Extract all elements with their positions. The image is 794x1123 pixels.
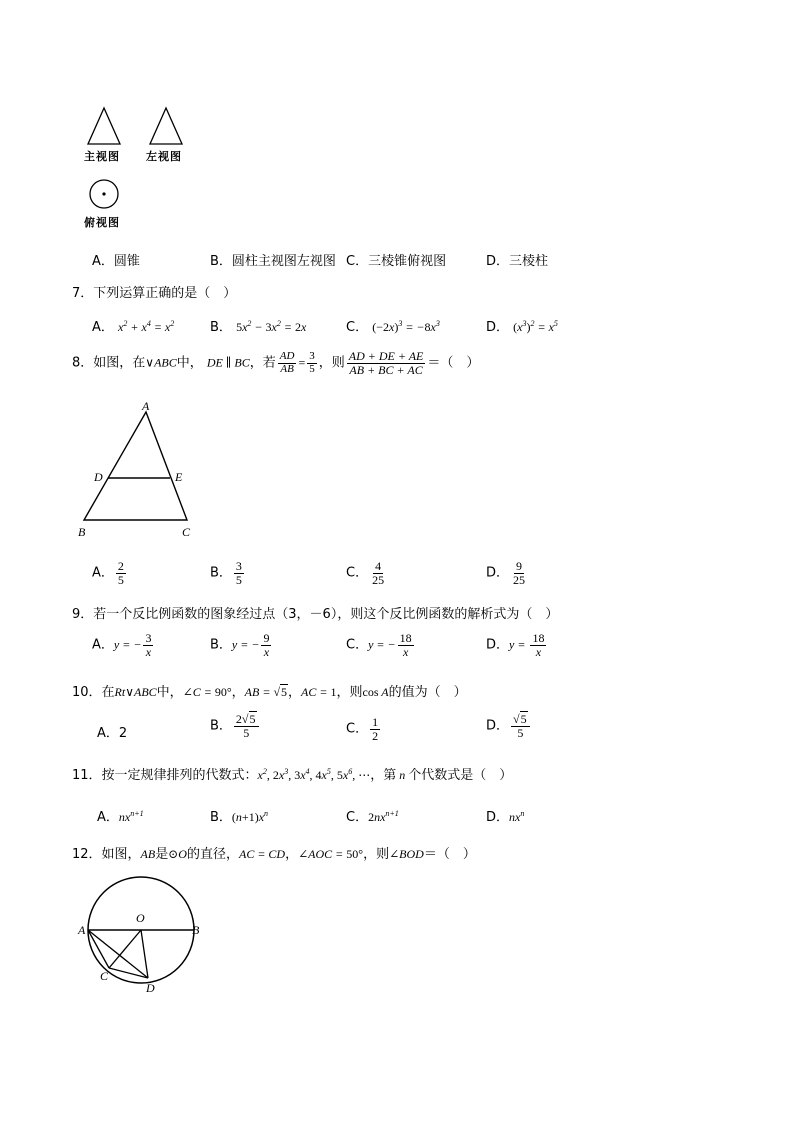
top-view-label: 俯视图 xyxy=(84,216,120,229)
q7-option-a[interactable]: A． $x^2 + x^4 = x^2$ xyxy=(92,319,175,335)
fig-label-d: D xyxy=(94,470,103,484)
q9-option-c[interactable]: C．y = − $\frac{18}{x}$ xyxy=(346,631,412,659)
q11-option-b[interactable]: B．$(n+1)x^n$ xyxy=(210,809,269,825)
q10-option-a[interactable]: A．2 xyxy=(97,726,128,741)
left-view-label: 左视图 xyxy=(146,150,182,163)
q8-option-c[interactable]: C． $\frac{4}{25}$ xyxy=(346,559,385,587)
q10-option-b[interactable]: B． $\frac{2√5}{5}$ xyxy=(210,713,261,739)
q8-triangle-figure xyxy=(72,398,202,543)
front-view-label: 主视图 xyxy=(84,150,120,163)
q11-stem: 11．按一定规律排列的代数式：$x^2$, $2x^3$, $3x^4$, $4x^5$, $5x^6$, ⋯，第 n 个代数式是（ ） xyxy=(72,767,513,783)
q10-option-c[interactable]: C． $\frac{1}{2}$ xyxy=(346,715,379,743)
fig-label-b: B xyxy=(192,923,200,937)
fig-label-e: E xyxy=(175,470,183,484)
q7-option-c[interactable]: C． $(-2x)^3 = -8x^3$ xyxy=(346,319,440,335)
q12-stem: 12．如图，AB是⊙O的直径，AC = CD，∠AOC = 50°，则∠BOD＝（ ） xyxy=(72,847,476,862)
q6-option-b[interactable]: B．圆柱主视图左视图 xyxy=(210,254,336,269)
q7-option-b[interactable]: B． $5x^2 - 3x^2 = 2x$ xyxy=(210,319,307,335)
segment-oc xyxy=(109,930,141,968)
q8-option-d[interactable]: D． $\frac{9}{25}$ xyxy=(486,559,526,587)
triangle-abc xyxy=(84,412,187,520)
q12-circle-figure xyxy=(76,872,206,997)
fig-label-b: B xyxy=(78,525,86,539)
q10-stem: 10．在Rt∨ABC中，∠C = 90°，AB = √5，AC = 1，则cos A的值为（ ） xyxy=(72,685,467,700)
fig-label-a: A xyxy=(78,923,86,937)
q11-option-c[interactable]: C．$2nx^{n+1}$ xyxy=(346,809,399,825)
fig-label-o: O xyxy=(136,911,145,925)
q9-option-d[interactable]: D．y = $\frac{18}{x}$ xyxy=(486,631,545,659)
q11-option-a[interactable]: A．$nx^{n+1}$ xyxy=(97,809,144,825)
q10-option-d[interactable]: D． $\frac{√5}{5}$ xyxy=(486,713,532,739)
segment-od xyxy=(141,930,148,978)
q8-option-a[interactable]: A． $\frac{2}{5}$ xyxy=(92,559,124,587)
q6-option-c[interactable]: C．三棱锥俯视图 xyxy=(346,254,447,269)
three-views-figure xyxy=(78,104,198,229)
fig-label-c: C xyxy=(100,969,109,983)
q7-option-d[interactable]: D． $(x^3)^2 = x^5$ xyxy=(486,319,558,335)
q9-option-b[interactable]: B．y = − $\frac{9}{x}$ xyxy=(210,631,270,659)
fig-label-c: C xyxy=(182,525,191,539)
q6-option-a[interactable]: A．圆锥 xyxy=(92,254,140,269)
q6-option-d[interactable]: D．三棱柱 xyxy=(486,254,549,269)
q9-option-a[interactable]: A．y = − $\frac{3}{x}$ xyxy=(92,631,152,659)
q7-stem: 7．下列运算正确的是（ ） xyxy=(72,286,237,301)
fig-label-a: A xyxy=(142,399,150,413)
fig-label-d: D xyxy=(146,981,155,995)
q8-option-b[interactable]: B． $\frac{3}{5}$ xyxy=(210,559,242,587)
top-view-center-dot xyxy=(102,192,105,195)
q9-stem: 9．若一个反比例函数的图象经过点（3，－6），则这个反比例函数的解析式为（ ） xyxy=(72,607,559,622)
front-view-triangle xyxy=(88,108,120,144)
q8-stem: 8．如图，在∨ABC中， DE ∥ BC，若 $\frac{AD}{AB}$ = $\frac{3}{5}$ ，则 $\frac{AD + DE + AE}{AB + BC + AC}$ ＝（ ） xyxy=(72,349,480,377)
q11-option-d[interactable]: D．$nx^n$ xyxy=(486,809,525,825)
left-view-triangle xyxy=(150,108,182,144)
